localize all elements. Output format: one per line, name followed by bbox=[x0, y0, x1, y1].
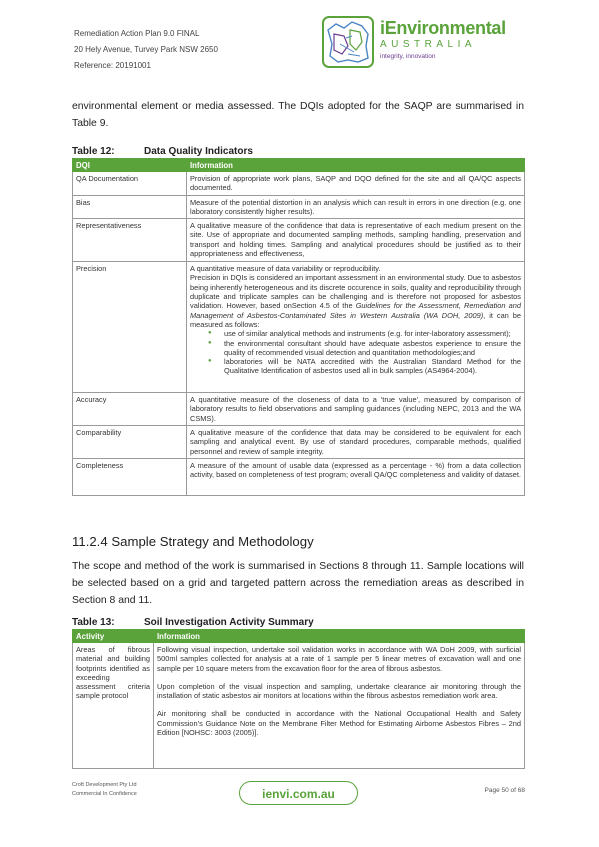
table-13-caption bbox=[72, 617, 314, 628]
table-row bbox=[73, 393, 525, 426]
logo-name: iEnvironmental bbox=[380, 18, 506, 38]
table-row bbox=[73, 262, 525, 393]
table-12-caption bbox=[72, 146, 253, 157]
precision-body-end: , it can be measured as follows: bbox=[190, 310, 521, 329]
precision-body-text: Precision in DQIs is considered an important assessment in an environmental study. Due to asbestos being inherently heterogeneous and its discrete occurence in soils, quality and reproducibility through duplicate and triplicate samples can be challenging and is therefore not proposed for asbestos validation. However, based onSection 4.5 of the bbox=[190, 273, 521, 311]
table-13-title: Soil Investigation Activity Summary bbox=[144, 617, 314, 628]
table-header-row bbox=[73, 159, 525, 172]
table-row bbox=[73, 643, 525, 769]
precision-intro: A quantitative measure of data variability or reproducibility. bbox=[190, 264, 381, 274]
table-row bbox=[73, 172, 525, 196]
table-12-title: Data Quality Indicators bbox=[144, 146, 253, 157]
footer-website-link[interactable]: ienvi.com.au bbox=[239, 781, 358, 805]
bullet-item: ● laboratories will be NATA accredited with the Australian Standard Method for the Qualitative Identification of asbestos used all in bulk samples (AS4964-2004). bbox=[208, 357, 521, 376]
table-row bbox=[73, 219, 525, 262]
dqi-info: A measure of the amount of usable data (expressed as a percentage - %) from a data collection activity, based on completeness of test program; overall QA/QC completeness and validity of dataset. bbox=[187, 459, 525, 496]
activity-paragraph: Upon completion of the visual inspection and sampling, undertake clearance air monitoring through the installation of static asbestos air monitors at locations within the fibrous asbestos remediation work area. bbox=[157, 681, 521, 701]
precision-bullet-list bbox=[190, 329, 521, 375]
activity-paragraph: Following visual inspection, undertake soil validation works in accordance with WA DoH 2009, with surficial 500ml samples collected for analysis at a rate of 1 sample per 5 linear metres of excavation wall and one sample per 10 square meters from the excavation floor for the area of fibrous asbestos. bbox=[157, 645, 521, 673]
column-header-information: Information bbox=[187, 159, 525, 172]
table-row bbox=[73, 459, 525, 496]
dqi-info bbox=[187, 262, 525, 393]
column-header-dqi: DQI bbox=[73, 159, 187, 172]
table-row bbox=[73, 426, 525, 459]
column-header-information: Information bbox=[154, 630, 525, 643]
dqi-name: Completeness bbox=[73, 459, 187, 496]
activity-name: Areas of fibrous material and building footprints identified as exceeding assessment criteria sample protocol bbox=[73, 643, 154, 769]
activity-info bbox=[154, 643, 525, 769]
logo-subtitle: AUSTRALIA bbox=[380, 39, 477, 50]
dqi-name: Comparability bbox=[73, 426, 187, 459]
intro-paragraph: environmental element or media assessed. The DQIs adopted for the SAQP are summarised in Table 9. bbox=[72, 101, 524, 129]
column-header-activity: Activity bbox=[73, 630, 154, 643]
dqi-info: Measure of the potential distortion in an analysis which can result in errors in one direction (e.g. one laboratory consistently higher results). bbox=[187, 195, 525, 219]
bullet-item: ● the environmental consultant should have adequate asbestos experience to ensure the quality of recommended visual detection and quantitation methodologies;and bbox=[208, 339, 521, 358]
footer-company-name: Croft Development Pty Ltd bbox=[72, 782, 137, 788]
dqi-info: A qualitative measure of the confidence that data is representative of each medium present on the site. Use of appropriate and documented sampling methods, sampling handling, preservation and transport and holding times. Sampling and analytical procedures should be justified as to their appropriateness and effectiveness, bbox=[187, 219, 525, 262]
table-header-row bbox=[73, 630, 525, 643]
header-line-reference: Reference: 20191001 bbox=[74, 61, 151, 70]
bullet-item: ● use of similar analytical methods and instruments (e.g. for inter-laboratory assessment); bbox=[208, 329, 521, 338]
activity-paragraph: Air monitoring shall be conducted in accordance with the National Occupational Health and Safety Commission's Guidance Note on the Membrane Filter Method for Estimating Airborne Asbestos Fibres – 2nd Edition [NOHSC: 3003 (2005)]. bbox=[157, 709, 521, 738]
guideline-reference: Guidelines for the Assessment, Remediation and Management of Asbestos-Contaminated Sites in Western Australia (WA DOH, 2009) bbox=[190, 301, 521, 320]
table-row bbox=[73, 195, 525, 219]
page-number: Page 50 of 68 bbox=[484, 787, 525, 794]
dqi-name: Bias bbox=[73, 195, 187, 219]
dqi-name: Accuracy bbox=[73, 393, 187, 426]
footer-confidentiality: Commercial In Confidence bbox=[72, 791, 137, 797]
precision-body bbox=[190, 273, 521, 329]
header-line-address: 20 Hely Avenue, Turvey Park NSW 2650 bbox=[74, 45, 218, 54]
dqi-info: A quantitative measure of the closeness of data to a 'true value', measured by comparison of laboratory results to field observations and sampling guidances (including NEPC, 2013 and the WA CSMS). bbox=[187, 393, 525, 426]
dqi-name: Precision bbox=[73, 262, 187, 393]
table-12-number: Table 12: bbox=[72, 146, 115, 157]
document-header bbox=[74, 26, 218, 74]
section-paragraph: The scope and method of the work is summarised in Sections 8 through 11. Sample locations will be selected based on a grid and targeted pattern across the remediation areas as described in Section 8 and 11. bbox=[72, 561, 524, 606]
table-13-number: Table 13: bbox=[72, 617, 115, 628]
section-heading: 11.2.4 Sample Strategy and Methodology bbox=[72, 534, 314, 549]
header-line-title: Remediation Action Plan 9.0 FINAL bbox=[74, 29, 200, 38]
dqi-name: QA Documentation bbox=[73, 172, 187, 196]
soil-activity-table bbox=[72, 629, 525, 769]
dqi-info: Provision of appropriate work plans, SAQP and DQO defined for the site and all QA/QC aspects documented. bbox=[187, 172, 525, 196]
dqi-table bbox=[72, 158, 525, 496]
logo-tagline: integrity, innovation bbox=[380, 53, 436, 60]
dqi-info: A qualitative measure of the confidence that data may be considered to be equivalent for each sampling and analytical event. By use of standard procedures, comparable methods, qualified personnel and review of sample integrity. bbox=[187, 426, 525, 459]
dqi-name: Representativeness bbox=[73, 219, 187, 262]
map-emblem-icon bbox=[322, 16, 374, 68]
footer-company bbox=[72, 781, 137, 799]
company-logo bbox=[322, 16, 528, 68]
